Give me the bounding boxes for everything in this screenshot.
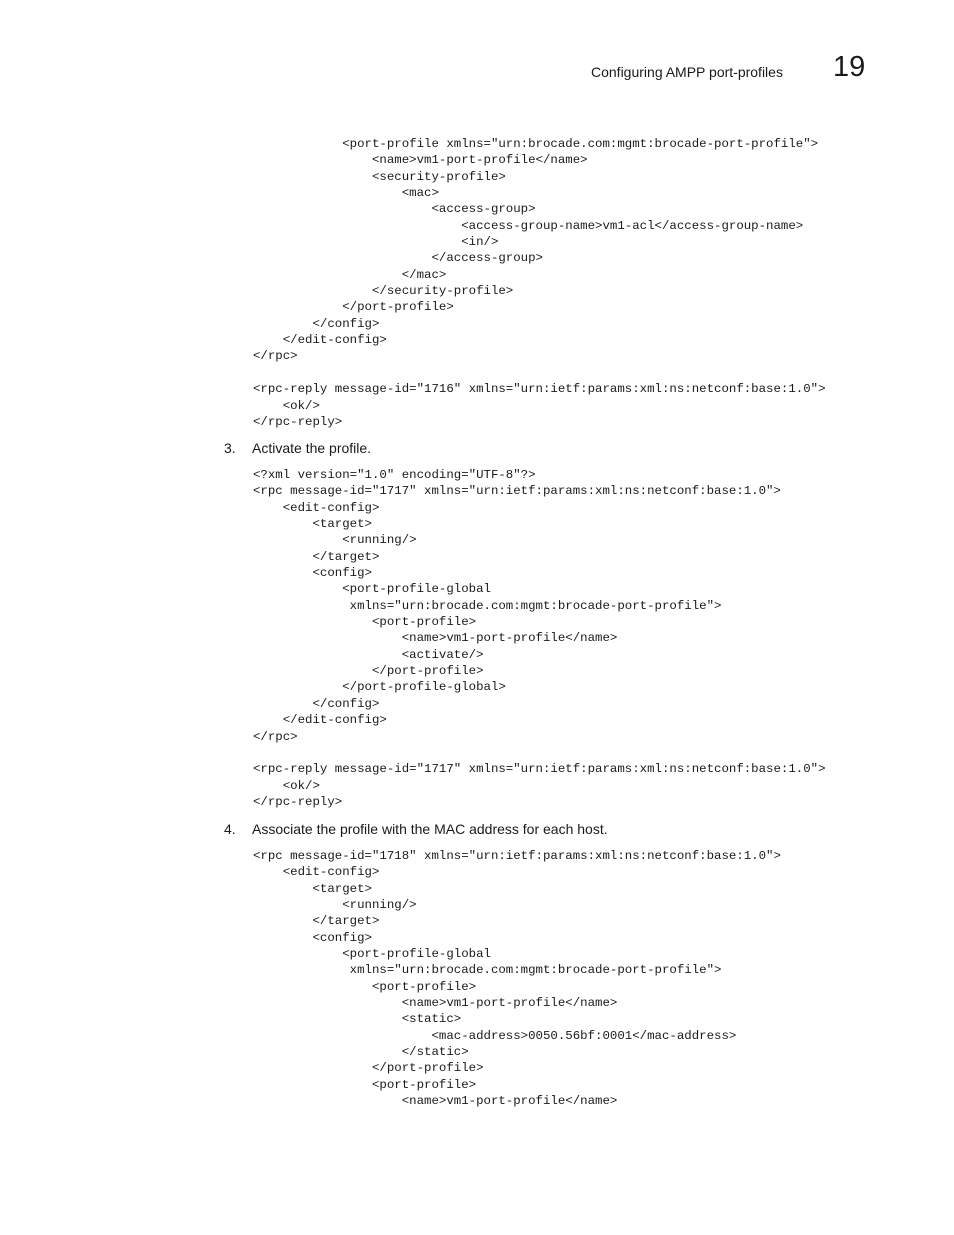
code-block-associate-mac: <rpc message-id="1718" xmlns="urn:ietf:params:xml:ns:netconf:base:1.0"> <edit-config> <target> <running/> </target> <config> <port-profile-global xmlns="urn:brocade.com:mgmt:brocade-port-profile"> <port-profile> <name>vm1-port-profile</name> <static> <mac-address>0050.56bf:0001</mac-address> </static> </port-profile> <port-profile> <name>vm1-port-profile</name> bbox=[253, 849, 781, 1109]
running-header-title: Configuring AMPP port-profiles bbox=[591, 64, 783, 80]
chapter-number: 19 bbox=[833, 51, 866, 83]
step-4-number: 4. bbox=[224, 821, 236, 837]
code-block-security-profile: <port-profile xmlns="urn:brocade.com:mgmt:brocade-port-profile"> <name>vm1-port-profile</name> <security-profile> <mac> <access-group> <access-group-name>vm1-acl</access-group-name> <in/> </access-group> </mac> </security-profile> </port-profile> </config> </edit-config> </rpc> <rpc-reply message-id="1716" xmlns="urn:ietf:params:xml:ns:netconf:base:1.0"> <ok/> </rpc-reply> bbox=[253, 137, 826, 429]
step-3-text: Activate the profile. bbox=[252, 440, 372, 456]
step-4-text: Associate the profile with the MAC address for each host. bbox=[252, 821, 608, 837]
code-block-activate-profile: <?xml version="1.0" encoding="UTF-8"?> <rpc message-id="1717" xmlns="urn:ietf:params:xml:ns:netconf:base:1.0"> <edit-config> <target> <running/> </target> <config> <port-profile-global xmlns="urn:brocade.com:mgmt:brocade-port-profile"> <port-profile> <name>vm1-port-profile</name> <activate/> </port-profile> </port-profile-global> </config> </edit-config> </rpc> <rpc-reply message-id="1717" xmlns="urn:ietf:params:xml:ns:netconf:base:1.0"> <ok/> </rpc-reply> bbox=[253, 468, 826, 809]
step-3-number: 3. bbox=[224, 440, 236, 456]
